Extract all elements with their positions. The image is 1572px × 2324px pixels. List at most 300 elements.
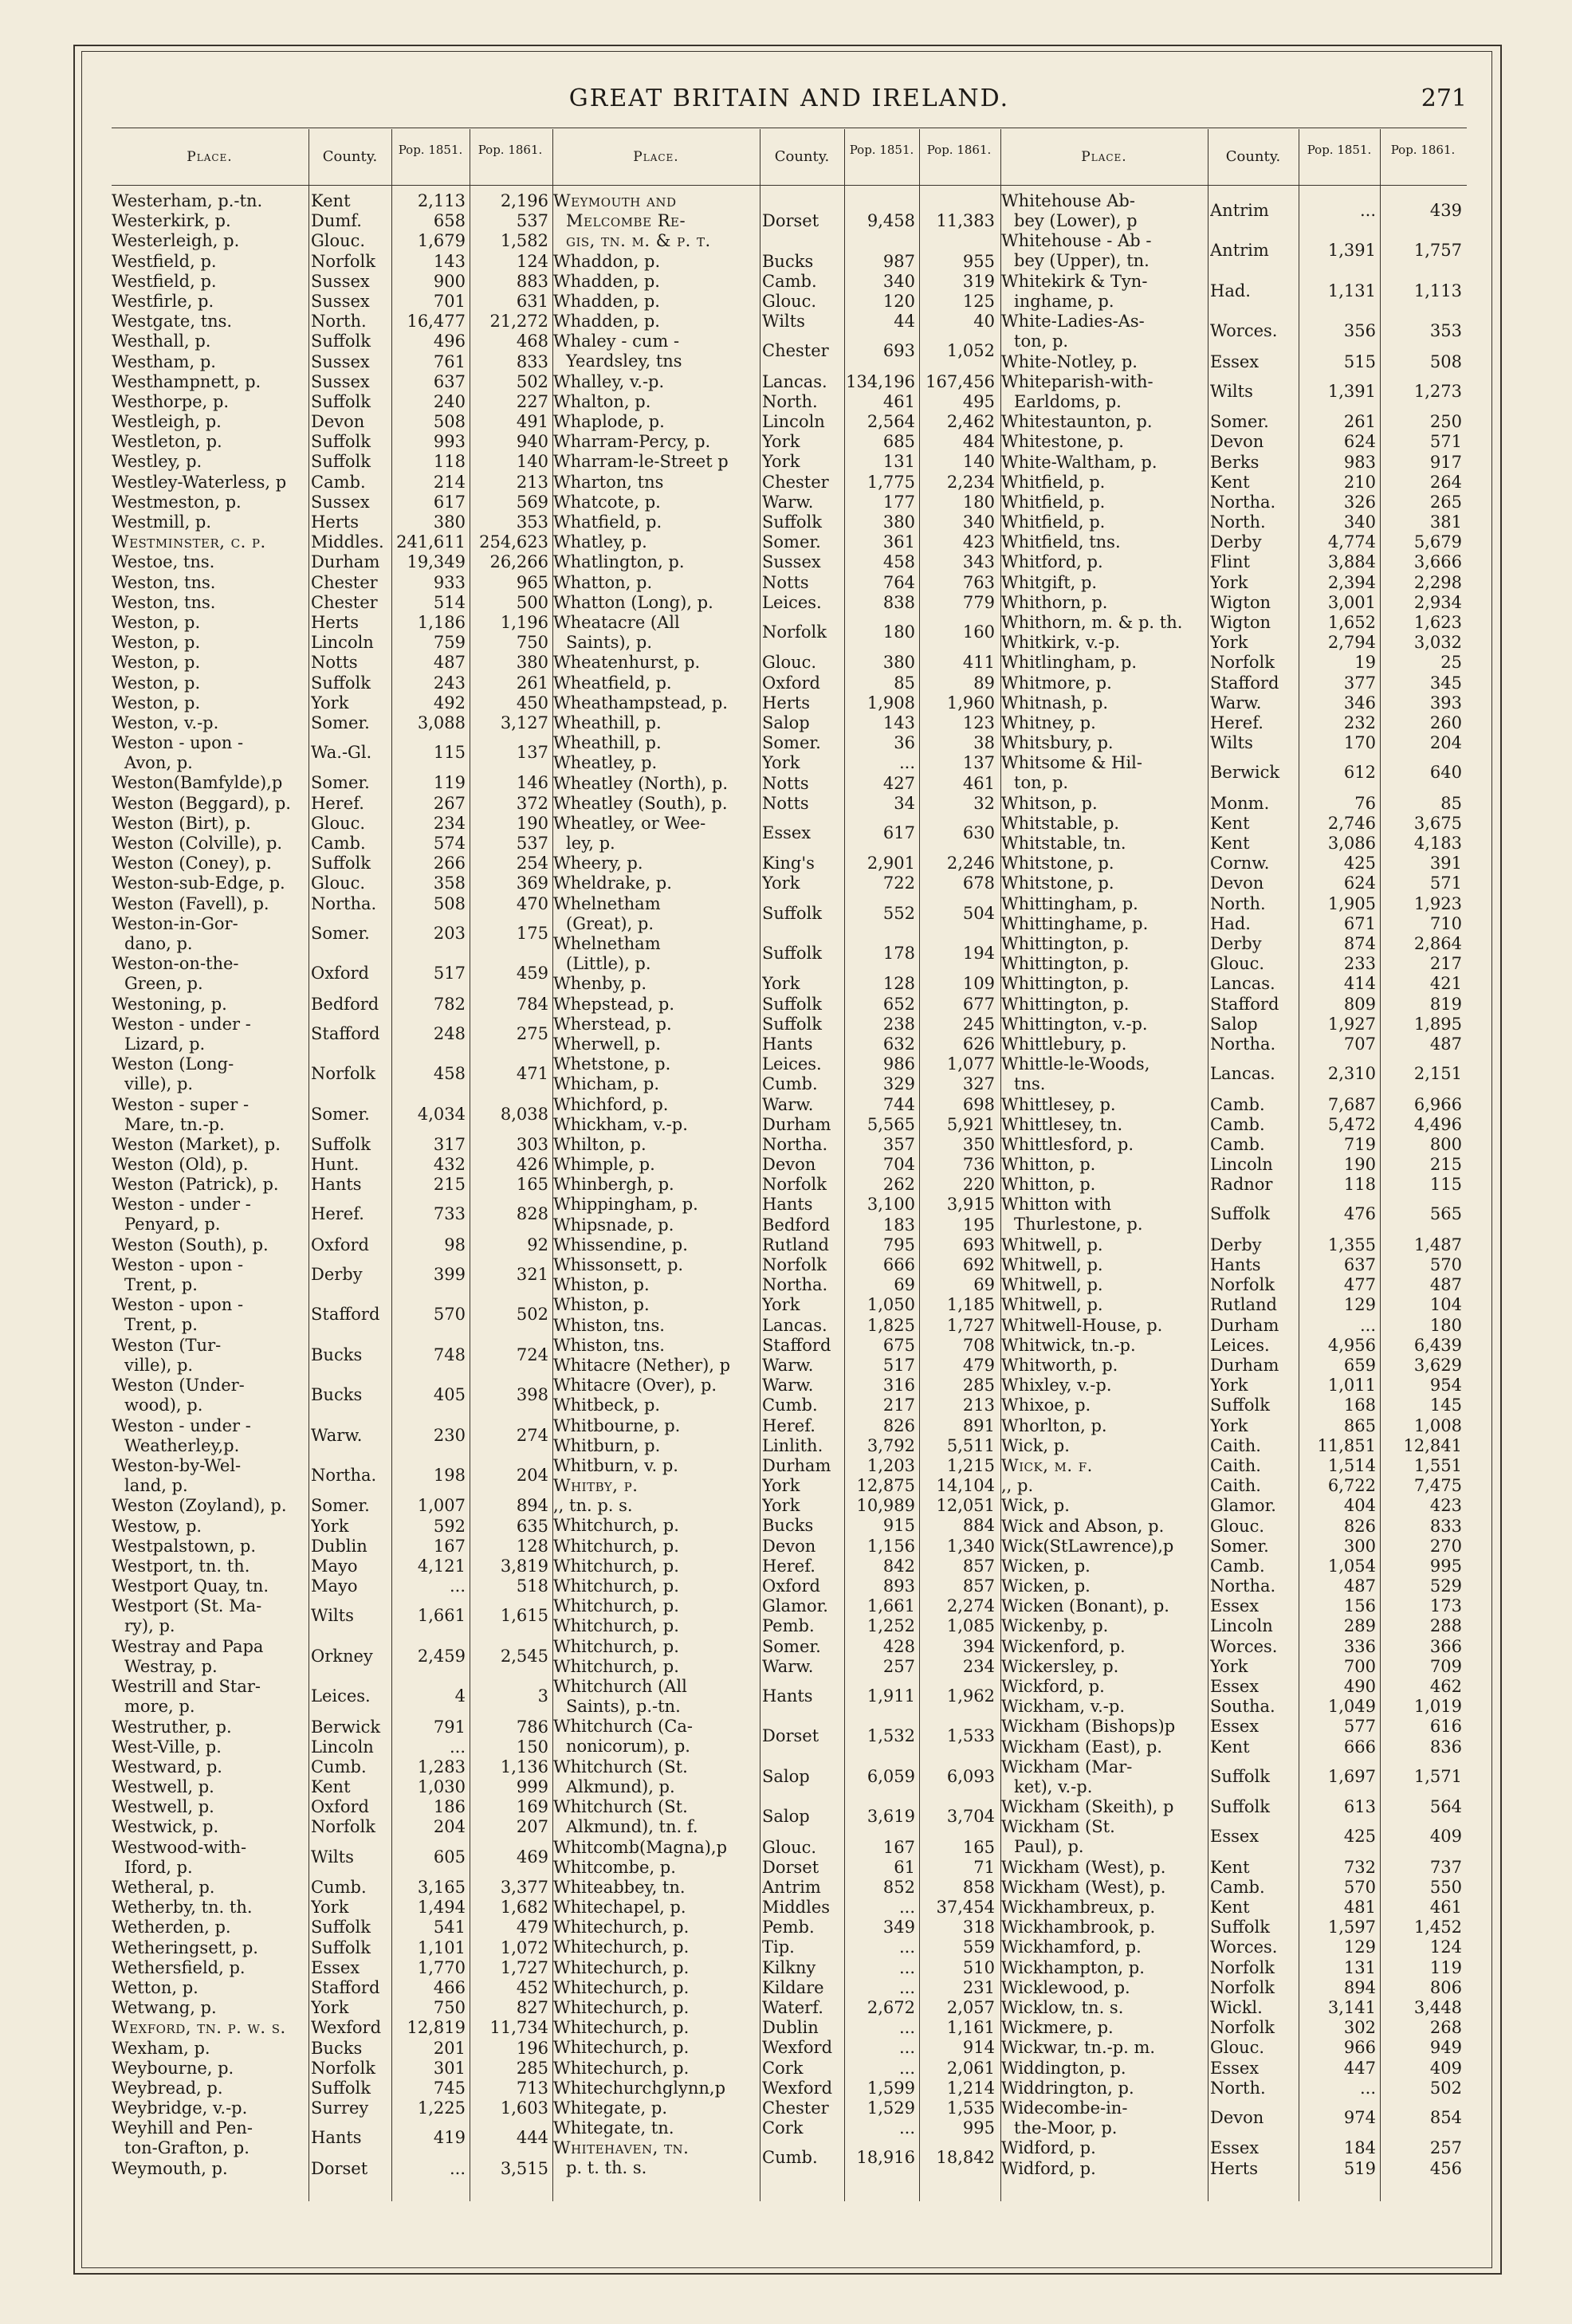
place-name-line: Whitechurch, p. [553, 1998, 690, 2018]
pop-1861: 343 [962, 552, 995, 572]
county: Lincoln [311, 1737, 374, 1757]
table-row [553, 1054, 1000, 1074]
place-name [1001, 1476, 1207, 1496]
header-pop-1861: Pop. 1861. [1390, 143, 1456, 157]
place-name [553, 1898, 759, 1918]
county: Durham [1210, 1356, 1279, 1375]
place-name [1001, 834, 1207, 854]
place-name-line: Westleton, p. [112, 432, 222, 452]
place-name-line: Wickham (Skeith), p [1001, 1797, 1174, 1817]
pop-1851: 302 [1343, 2018, 1376, 2038]
county: Bucks [762, 1516, 814, 1536]
pop-1861: 800 [1429, 1134, 1462, 1154]
place-name-continuation: inghame, p. [1014, 291, 1114, 311]
place-name-line: Whinbergh, p. [553, 1175, 674, 1195]
pop-1851: 300 [1343, 1536, 1376, 1556]
place-name [112, 1757, 308, 1777]
table-row [553, 873, 1000, 893]
table-row [553, 1175, 1000, 1195]
table-row [1001, 2159, 1467, 2179]
pop-1851: 4,034 [417, 1104, 466, 1124]
pop-1861: 119 [1429, 1957, 1462, 1977]
county: Pemb. [762, 1918, 815, 1937]
pop-1851: 5,565 [867, 1114, 915, 1134]
place-name [1001, 1717, 1207, 1737]
county: Derby [1210, 934, 1262, 954]
pop-1861: 502 [516, 1305, 548, 1325]
place-name-line: Whitegate, p. [553, 2098, 667, 2118]
place-name [1001, 713, 1207, 733]
place-name-line: Westerham, p.-tn. [112, 191, 263, 210]
pop-1851: 4,121 [417, 1556, 466, 1576]
county: Suffolk [311, 332, 371, 351]
county: Heref. [1210, 713, 1263, 732]
place-name [1001, 1175, 1207, 1195]
place-name-line: Wickford, p. [1001, 1677, 1105, 1696]
county: Surrey [311, 2098, 369, 2118]
county: Heref. [311, 1204, 364, 1224]
place-name [112, 1195, 308, 1235]
table-row [112, 2079, 552, 2098]
table-row [1001, 1998, 1467, 2018]
table-row [112, 873, 552, 893]
place-name-line: Wexham, p. [112, 2038, 210, 2058]
pop-1851: 210 [1343, 472, 1376, 492]
pop-1851: 733 [433, 1204, 466, 1224]
county: King's [762, 854, 815, 873]
county: Oxford [762, 1576, 820, 1596]
pop-1861: 631 [516, 291, 548, 311]
place-name [553, 432, 759, 452]
place-name [1001, 1316, 1207, 1336]
place-name [553, 774, 759, 794]
pop-1861: 71 [973, 1857, 995, 1877]
pop-1861: 827 [516, 1998, 548, 2018]
pop-1861: 319 [962, 271, 995, 291]
place-name-continuation: Avon, p. [124, 753, 193, 773]
pop-1861: 1,452 [1413, 1918, 1462, 1937]
place-name-line: Weston - under - [112, 1195, 251, 1215]
place-name-line: Whitton with [1001, 1195, 1112, 1215]
place-name-line: Whittington, v.-p. [1001, 1014, 1148, 1034]
pop-1861: 484 [962, 432, 995, 452]
place-name-continuation: ton, p. [1014, 332, 1069, 351]
header-pop-1851: Pop. 1851. [1307, 143, 1372, 157]
pop-1861: 11,383 [936, 211, 995, 230]
pop-1861: 510 [962, 1957, 995, 1977]
table-row [112, 1737, 552, 1757]
pop-1851: 377 [1343, 673, 1376, 693]
place-name-continuation: Lizard, p. [124, 1034, 206, 1054]
pop-1861: 1,923 [1413, 893, 1462, 913]
place-name-line: Wheatley (South), p. [553, 793, 728, 813]
place-name-line: Westray and Papa [112, 1636, 264, 1656]
table-row [553, 1275, 1000, 1295]
pop-1851: 1,532 [867, 1726, 915, 1746]
pop-1861: 321 [516, 1265, 548, 1285]
county: Essex [1210, 1596, 1260, 1616]
place-name [1001, 1456, 1207, 1476]
place-name [112, 794, 308, 814]
county: Bucks [311, 1385, 363, 1405]
place-name-continuation: Thurlestone, p. [1014, 1215, 1143, 1235]
pop-1851: 685 [882, 432, 915, 452]
county: Norfolk [762, 622, 827, 642]
pop-1851: 2,394 [1327, 572, 1376, 592]
place-name-line: Whitechurch, p. [553, 2018, 690, 2038]
pop-1851: ... [898, 2018, 915, 2038]
table-row [112, 1637, 552, 1677]
place-name [1001, 231, 1207, 271]
place-name-line: Widecombe-in- [1001, 2098, 1128, 2118]
place-name-line: Whithorn, p. [1001, 592, 1108, 612]
place-name-line: Wickmere, p. [1001, 2018, 1114, 2038]
pop-1851: 637 [1343, 1255, 1376, 1275]
place-name-line: Westow, p. [112, 1516, 202, 1536]
place-name-line: Whitchurch (Ca- [553, 1717, 693, 1737]
pop-1861: 204 [1429, 733, 1462, 753]
pop-1861: 11,734 [489, 2018, 548, 2038]
table-row [1001, 1657, 1467, 1677]
county: Sussex [311, 291, 370, 311]
place-name-line: Whaddon, p. [553, 251, 661, 271]
place-name-line: Whitechurch, p. [553, 1918, 690, 1937]
place-name [553, 1295, 759, 1315]
pop-1851: 248 [433, 1023, 466, 1043]
county: Glouc. [762, 653, 817, 673]
place-name-line: Whitwell-House, p. [1001, 1315, 1163, 1335]
place-name-line: Whitechurch, p. [553, 1957, 690, 1977]
county: Wilts [1210, 381, 1253, 401]
place-name-line: Whitstone, p. [1001, 873, 1114, 893]
place-name-line: Westwell, p. [112, 1777, 214, 1797]
table-row [1001, 1034, 1467, 1054]
county: Suffolk [311, 432, 371, 452]
table-row [112, 1496, 552, 1516]
table-row [112, 1517, 552, 1537]
table-row [112, 1015, 552, 1054]
place-name [553, 1717, 759, 1757]
pop-1861: 123 [962, 713, 995, 732]
county: Hants [1210, 1255, 1261, 1275]
table-row [1001, 873, 1467, 893]
place-name-line: Wherstead, p. [553, 1014, 672, 1034]
table-row [553, 1918, 1000, 1937]
county: Cornw. [1210, 854, 1270, 873]
pop-1851: ... [1359, 201, 1376, 220]
table-row [112, 452, 552, 472]
place-name-continuation: nonicorum), p. [566, 1737, 690, 1757]
pop-1851: 1,905 [1327, 893, 1376, 913]
place-name [112, 1878, 308, 1898]
place-name-line: Whatcote, p. [553, 492, 661, 512]
pop-1861: 2,274 [946, 1596, 995, 1616]
pop-1851: 18,916 [856, 2148, 915, 2168]
place-name [553, 412, 759, 432]
table-row [112, 794, 552, 814]
pop-1861: 3,629 [1413, 1356, 1462, 1375]
pop-1851: 652 [882, 994, 915, 1014]
place-name-continuation: Earldoms, p. [1014, 391, 1122, 411]
pop-1861: 1,136 [500, 1757, 548, 1776]
pop-1861: 190 [516, 813, 548, 833]
table-row [1001, 1115, 1467, 1135]
county: Kent [311, 191, 351, 210]
pop-1861: 327 [962, 1074, 995, 1094]
header-county: County. [1225, 148, 1281, 165]
place-name [553, 372, 759, 392]
pop-1851: 2,794 [1327, 633, 1376, 653]
place-name [112, 1557, 308, 1576]
pop-1861: 6,093 [946, 1766, 995, 1786]
place-name-line: Weston - super - [112, 1094, 250, 1114]
pop-1851: 671 [1343, 913, 1376, 933]
place-name-continuation: Penyard, p. [124, 1215, 221, 1235]
county: Essex [1210, 2138, 1260, 2158]
place-name-line: Westward, p. [112, 1757, 222, 1776]
pop-1851: 515 [1343, 351, 1376, 371]
pop-1851: 2,672 [867, 1998, 915, 2018]
table-row [1001, 1637, 1467, 1657]
place-name-continuation: gis, tn. m. & p. t. [566, 231, 711, 250]
table-row [112, 1537, 552, 1557]
county: Suffolk [762, 512, 822, 532]
table-row [553, 1416, 1000, 1436]
col-rule [919, 129, 920, 2201]
place-name-continuation: Green, p. [124, 974, 203, 994]
place-name [112, 773, 308, 793]
table-row [1001, 1235, 1467, 1255]
county: York [311, 1998, 349, 2018]
pop-1861: 169 [516, 1797, 548, 1817]
place-name [553, 473, 759, 493]
county: Had. [1210, 913, 1251, 933]
place-name-line: Whilton, p. [553, 1134, 646, 1154]
table-row [1001, 1557, 1467, 1576]
pop-1861: 571 [1429, 873, 1462, 893]
pop-1851: 852 [882, 1877, 915, 1897]
table-row [112, 593, 552, 613]
table-row [553, 292, 1000, 312]
place-name-line: Whiston, tns. [553, 1335, 665, 1355]
table-row [553, 1898, 1000, 1918]
county: Warw. [762, 492, 814, 512]
county: Salop [762, 713, 810, 732]
pop-1851: 791 [433, 1717, 466, 1737]
table-row [553, 452, 1000, 472]
table-row [553, 1858, 1000, 1878]
place-name-line: Wicken (Bonant), p. [1001, 1596, 1169, 1616]
block-rule [1000, 129, 1001, 2201]
county: Suffolk [311, 1918, 371, 1937]
table-row [553, 1797, 1000, 1837]
table-row [553, 1757, 1000, 1797]
place-name-line: Widdington, p. [1001, 2058, 1126, 2078]
pop-1851: 156 [1343, 1596, 1376, 1616]
county: Lincoln [311, 633, 374, 653]
pop-1861: 227 [516, 391, 548, 411]
pop-1851: 701 [433, 291, 466, 311]
table-row [553, 1657, 1000, 1677]
place-name [112, 954, 308, 994]
table-row [553, 1095, 1000, 1115]
county: Suffolk [1210, 1797, 1270, 1817]
place-name [112, 252, 308, 272]
county: Cork [762, 2058, 804, 2078]
county: Derby [1210, 532, 1262, 552]
pop-1861: 353 [1429, 321, 1462, 341]
place-name [1001, 954, 1207, 974]
place-name-continuation: Alkmund), tn. f. [566, 1817, 698, 1837]
table-row [1001, 532, 1467, 552]
pop-1861: 421 [1429, 974, 1462, 994]
county: Dorset [311, 2158, 368, 2178]
pop-1861: 710 [1429, 913, 1462, 933]
pop-1851: 380 [433, 512, 466, 532]
pop-1861: 25 [1440, 653, 1462, 673]
county: Somer. [1210, 1536, 1269, 1556]
place-name-line: Wick and Abson, p. [1001, 1516, 1165, 1536]
place-name [112, 493, 308, 512]
table-row [553, 814, 1000, 854]
pop-1851: 574 [433, 834, 466, 854]
place-name-line: Weston (Under- [112, 1376, 245, 1396]
county: Antrim [1210, 241, 1269, 261]
pop-1851: 993 [433, 432, 466, 452]
county: Had. [1210, 281, 1251, 300]
pop-1851: 795 [882, 1235, 915, 1254]
table-row [553, 593, 1000, 613]
pop-1861: 372 [516, 793, 548, 813]
place-name-line: Whitstable, p. [1001, 813, 1120, 833]
county: Norfolk [762, 1175, 827, 1195]
place-name [553, 1356, 759, 1376]
pop-1851: 1,679 [417, 231, 466, 251]
pop-1861: 1,551 [1413, 1455, 1462, 1475]
table-row [553, 2038, 1000, 2058]
place-name-line: Wheatley, p. [553, 753, 658, 773]
column-block-3 [1001, 129, 1467, 2201]
pop-1851: 425 [1343, 1827, 1376, 1847]
county: Worces. [1210, 1937, 1278, 1957]
place-name [112, 593, 308, 613]
pop-1851: 1,652 [1327, 613, 1376, 633]
county: Essex [1210, 2058, 1260, 2078]
place-name [553, 733, 759, 753]
county: Cumb. [311, 1757, 367, 1776]
pop-1851: 541 [433, 1918, 466, 1937]
pop-1851: 719 [1343, 1134, 1376, 1154]
pop-1851: 605 [433, 1847, 466, 1867]
place-name [553, 493, 759, 512]
pop-1851: 419 [433, 2128, 466, 2148]
table-row [1001, 854, 1467, 873]
table-row [1001, 1376, 1467, 1396]
pop-1851: 1,283 [417, 1757, 466, 1776]
table-row [112, 1576, 552, 1596]
place-name [553, 1596, 759, 1616]
place-name [112, 633, 308, 653]
county: Cumb. [762, 1074, 818, 1094]
table-row [553, 693, 1000, 713]
table-row [1001, 1095, 1467, 1115]
county: Pemb. [762, 1616, 815, 1636]
county: Kildare [762, 1977, 824, 1997]
pop-1851: 3,619 [867, 1807, 915, 1827]
county: Hants [311, 1175, 362, 1195]
pop-1861: 38 [973, 733, 995, 753]
county: Caith. [1210, 1455, 1261, 1475]
pop-1861: 891 [962, 1415, 995, 1435]
place-name [553, 1757, 759, 1797]
county: Devon [311, 412, 365, 432]
place-name-line: Whittlesey, tn. [1001, 1114, 1123, 1134]
table-row [553, 1255, 1000, 1275]
table-row [553, 1436, 1000, 1456]
pop-1851: 517 [882, 1355, 915, 1375]
pop-1851: 782 [433, 994, 466, 1014]
place-name [553, 794, 759, 814]
pop-1861: 394 [962, 1636, 995, 1656]
county: Stafford [311, 1305, 380, 1325]
pop-1851: 624 [1343, 873, 1376, 893]
county: Kent [1210, 1857, 1250, 1877]
pop-1861: 1,085 [946, 1616, 995, 1636]
pop-1861: 836 [1429, 1737, 1462, 1757]
pop-1861: 462 [1429, 1677, 1462, 1696]
place-name-line: Whitestone, p. [1001, 432, 1124, 452]
pop-1861: 165 [962, 1837, 995, 1857]
table-row [112, 713, 552, 733]
county: Essex [1210, 1677, 1260, 1696]
pop-1861: 369 [516, 873, 548, 893]
pop-1851: 759 [433, 633, 466, 653]
county: Worces. [1210, 321, 1278, 341]
pop-1861: 1,008 [1413, 1415, 1462, 1435]
county: Hants [762, 1195, 813, 1215]
pop-1851: 184 [1343, 2138, 1376, 2158]
pop-1861: 630 [962, 822, 995, 842]
place-name-line: Weston - upon - [112, 1295, 244, 1315]
place-name-line: Wherwell, p. [553, 1034, 661, 1054]
county: Norfolk [311, 2058, 375, 2078]
place-name-line: Whitton, p. [1001, 1155, 1096, 1175]
place-name-line: Weston (Zoyland), p. [112, 1496, 287, 1516]
place-name [1001, 934, 1207, 954]
table-row [112, 292, 552, 312]
pop-1851: 750 [433, 1998, 466, 2018]
table-row [1001, 673, 1467, 693]
county: Waterf. [762, 1998, 823, 2018]
place-name [112, 191, 308, 211]
pop-1861: 518 [516, 1576, 548, 1596]
pop-1861: 1,215 [946, 1455, 995, 1475]
place-name-line: Widford, p. [1001, 2138, 1096, 2158]
place-name [553, 272, 759, 292]
place-name [1001, 653, 1207, 673]
place-name-line: Wetherby, tn. th. [112, 1898, 253, 1918]
county: Caith. [1210, 1476, 1261, 1496]
pop-1851: 2,746 [1327, 813, 1376, 833]
county: Stafford [762, 1335, 831, 1355]
place-name-line: Whaley - cum - [553, 332, 680, 351]
table-row [553, 1235, 1000, 1255]
pop-1861: 1,077 [946, 1054, 995, 1074]
table-row [1001, 432, 1467, 452]
table-row [553, 1937, 1000, 1957]
table-row [112, 352, 552, 372]
place-name-line: Westhall, p. [112, 332, 211, 351]
